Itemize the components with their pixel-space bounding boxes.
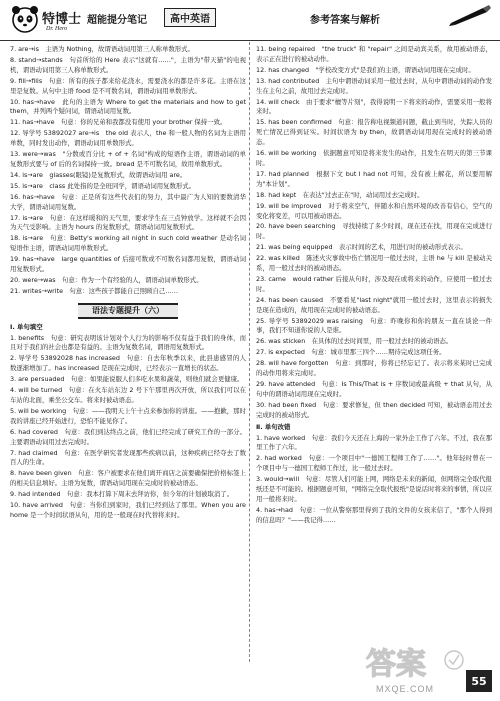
exercise-subheading: Ⅱ. 单句改错 xyxy=(256,422,291,431)
answer-item: 29. have attended 句意：Is This/That is + 序数词或最高级 + that 从句，从句中的谓语动词用现在完成时。 xyxy=(256,380,492,398)
answer-item: 19. has→have large quantities of 后接可数或不可数名词都用复数，谓语动词用复数形式。 xyxy=(10,255,246,274)
answer-item: 2. 导学号 53892028 has increased 句意：自去年秋季以来，此县患感冒的人数逐渐增加了。has increased 是现在完成时，已经表示一直增长的状态。 xyxy=(10,354,246,373)
answer-item: 24. has been caused 不要看见"last night"就用一般过去时，这里表示的损失是现在造成的，故用现在完成时的被动语态。 xyxy=(256,295,492,314)
answer-item: 16. has→have 句意：正是所有这些代表们的努力，其中最广为人知的要数清华大学，谓语动词用复数。 xyxy=(10,192,246,211)
answer-item: 20. have been searching 寻找持续了多少时间，现在还在找，用现在完成进行时。 xyxy=(256,222,492,241)
answer-item: 11. has→have 句意：你的兄弟和我都没有使用 your brother 保持一致。 xyxy=(10,118,227,127)
answer-item: 3. would→will 句意：尽管人们可能上网，网络是未来的新闻，但网络完全取代报纸还是不可能的。根据题意可知，"网络完全取代报纸"是说话时将来的事情，所以应用一般将来时。 xyxy=(256,475,492,503)
answer-item: 16. will be working 依据题意可知是将来发生的动作，且发生在明天的第三节课时。 xyxy=(256,149,492,167)
answer-item: 5. will be working 句意：——我明天上午十点来参加你的讲座。——抱歉，那时我的讲座已经开始进行，恐怕不能见你了。 xyxy=(10,406,246,425)
answer-item: 9. fill→fills 句意：所有的孩子都来给花浇水，需要浇水的都是许多花。主语在这里是复数。从句中主语 food 是不可数名词，谓语动词用单数形式。 xyxy=(10,76,246,95)
answer-item: 12. has changed "学校改变方式"是我们的主语，谓语动词用现在完成时。 xyxy=(256,65,475,74)
answer-item: 14. will check 由于要求"檀等片刻"，我得说明一下将来的动作，需要采用一般将来时。 xyxy=(256,97,492,116)
book-title: 超能提分笔记 xyxy=(87,15,147,26)
brand-subtitle: Dr. Hero xyxy=(46,26,68,32)
right-column xyxy=(256,45,492,527)
answer-item: 10. have arrived 句意：当你们到家时，我们已经到达了那里。When you are home 是一个时间状语从句，用的是一般现在时代替将来时。 xyxy=(10,501,246,519)
answer-item: 13. were→was "分数或百分比 + of + 名词"构成的短语作主语，谓语动词的单复数形式要与 of 后的名词保持一致。bread 是不可数名词，故用单数形式。 xyxy=(10,150,246,168)
page-header xyxy=(0,0,500,41)
brand-name: 特博士 xyxy=(42,12,82,27)
answer-item: 6. had covered 句意：我们到达终点之前，他们已经完成了研究工作的一部分。主要谓语动词用过去完成时。 xyxy=(10,427,246,446)
watermark-text: MXQE.COM xyxy=(376,684,435,694)
answer-item: 17. had planned 根据下文 but I had not 可知，没有被上解花，所以要用解为"本计划"。 xyxy=(256,169,492,188)
answer-item: 1. have worked 句意：我们今天还在上海的一家外企工作了六年。不过，我在那里工作了六年。 xyxy=(256,433,492,452)
section-title: 参考答案与解析 xyxy=(310,15,380,26)
section-banner: 语法专题提升（六） xyxy=(78,303,178,319)
answer-item: 19. will be improved 对于将来空气，伴随水和自然环境的改善有信心，空气的变化将变差，可以用被动语态。 xyxy=(256,201,492,220)
answer-item: 18. had kept 在表达"过去正在"时，动词用过去完成时。 xyxy=(256,190,424,199)
answer-item: 21. was being equipped 表示时间的艺术，用进行时的被动形式表示。 xyxy=(256,243,467,252)
answer-item: 2. had worked 句意：一个项目中"一德国工程师工作了……"。他年轻时曾在一个项目中与一德国工程师工作过，比一般过去时。 xyxy=(256,454,492,473)
panda-logo-icon xyxy=(10,4,40,34)
left-column xyxy=(10,45,246,522)
answer-item: 25. 导学号 53892029 was raising 句意：昨晚你和你的朋友一直在谈论一件事，我们不知道你说的人是谁。 xyxy=(256,316,492,335)
answer-item: 26. was sticken 在具体的过去时间里，用一般过去时的被动语态。 xyxy=(256,337,453,346)
svg-text:答案: 答案 xyxy=(366,647,426,682)
answer-item: 7. are→is 主语为 Nothing，故谓语动词用第三人称单数形式。 xyxy=(10,45,194,53)
answer-item: 18. is→are 句意：Betty's working all night in such cold weather 是动名词短语作主语，谓语动词用单数形式。 xyxy=(10,234,246,253)
pen-icon xyxy=(447,3,493,27)
section-banner-wrap xyxy=(10,303,246,319)
answer-item: 12. 导学号 53892027 are→is the old 表示人，the 和一般人物的名词为主语用单数，同时发出动作，谓语动词用单数形式。 xyxy=(10,129,246,148)
answer-item: 8. stand→stands 句首所给的 Here 表示"这就有……"，主语为"带天猫"的电视机，谓语动词用第三人称单数形式。 xyxy=(10,55,246,74)
answer-item: 23. came would rather 后接从句时，涉及现在或将来的动作，应使用一般过去时。 xyxy=(256,274,492,293)
answer-item: 20. were→was 句意：作为一个有经验的人，谓语动词单数形式。 xyxy=(10,275,203,284)
answer-item: 15. is→are class 此处指的是全班同学，谓语动词用复数形式。 xyxy=(10,181,196,190)
answer-item: 14. is→are glasses(眼镜)是复数形式，故谓语动词用 are。 xyxy=(10,170,187,179)
answer-item: 1. benefits 句意：研究表明该计划对个人行为的影响不仅有益于我们的身体，而且对于我们的社会也都是有益的。主语为复数名词，谓语用复数形式。 xyxy=(10,333,246,352)
exercise-subheading: Ⅰ. 单句填空 xyxy=(10,322,43,331)
answer-item: 17. is→are 句意：在这样暖和的天气里，要求学生在三点钟放学。这样就不会因为天气受影响。主语为 hours 的复数形式，谓语动词用复数形式。 xyxy=(10,213,246,232)
answer-item: 13. had contributed 主句中谓语动词采用一般过去时，从句中谓语动词的动作发生在主句之前，故用过去完成时。 xyxy=(256,76,492,95)
answer-item: 10. has→have 此句的主语为 Where to get the materials and how to get them，并列两个疑问词，谓语动词用复数。 xyxy=(10,97,246,116)
answer-item: 7. had claimed 句意：在医学研究者发现那些疾病以前，这种疾病已经夺去了数百人的生命。 xyxy=(10,448,246,467)
answer-item: 27. is expected 句意：城市里那三四个……期待完成这项任务。 xyxy=(256,348,446,357)
answer-item: 22. was killed 陈述火灾事故中伤亡情况用一般过去时，主语 he 与 kill 是被动关系，用一般过去时的被动语态。 xyxy=(256,254,492,273)
page-number: 55 xyxy=(466,670,492,692)
answer-item: 4. will be turned 句意：在火车站东边 2 号下午那里再次开放，所以我们可以在车站的北面，乘坐公交车。将来时被动语态。 xyxy=(10,386,246,404)
answer-item: 15. has been confirmed 句意：报告称电视频道问题，截止到当时，失踪人员的死亡情况已得到证实。时间状语为 by then，故谓语动词用现在完成时的被动语态。 xyxy=(256,118,492,147)
answer-item: 4. has→had 句意：一位从警察那里得到了我的文件的女孩来信了，"那个人得到的信息吗？"——我记得…… xyxy=(256,505,492,524)
column-divider xyxy=(249,42,250,662)
answer-item: 8. have been given 句意：客户被要求在他们离开商店之前要确保把价格标签上的相关信息填好。主语为复数，谓语动词用现在完成时的被动语态。 xyxy=(10,469,246,488)
answer-item: 3. are persuaded 句意：如果能说服人们多吃水果和蔬菜，则他们就会更健康。 xyxy=(10,375,244,384)
answer-item: 21. writes→write 句意：这些孩子都能自己照顾自己…… xyxy=(10,286,179,295)
answer-item: 9. had intended 句意：我本打算下周末去拜访你，但今年的计划被取消了。 xyxy=(10,490,234,499)
answer-item: 30. had been fixed 句意：要求修复，但 then decided 可知，被动语态用过去完成时的被动形式。 xyxy=(256,400,492,419)
subject-tag: 高中英语 xyxy=(164,8,216,27)
answer-item: 28. will have forgotten 句意：到那时，你将已经忘记了。表示将来某时已完成的动作用将来完成时。 xyxy=(256,359,492,378)
answer-item: 11. being repaired "the truck" 和 "repair" 之间是动宾关系，故用被动语态，表示正在进行的被动动作。 xyxy=(256,45,492,63)
